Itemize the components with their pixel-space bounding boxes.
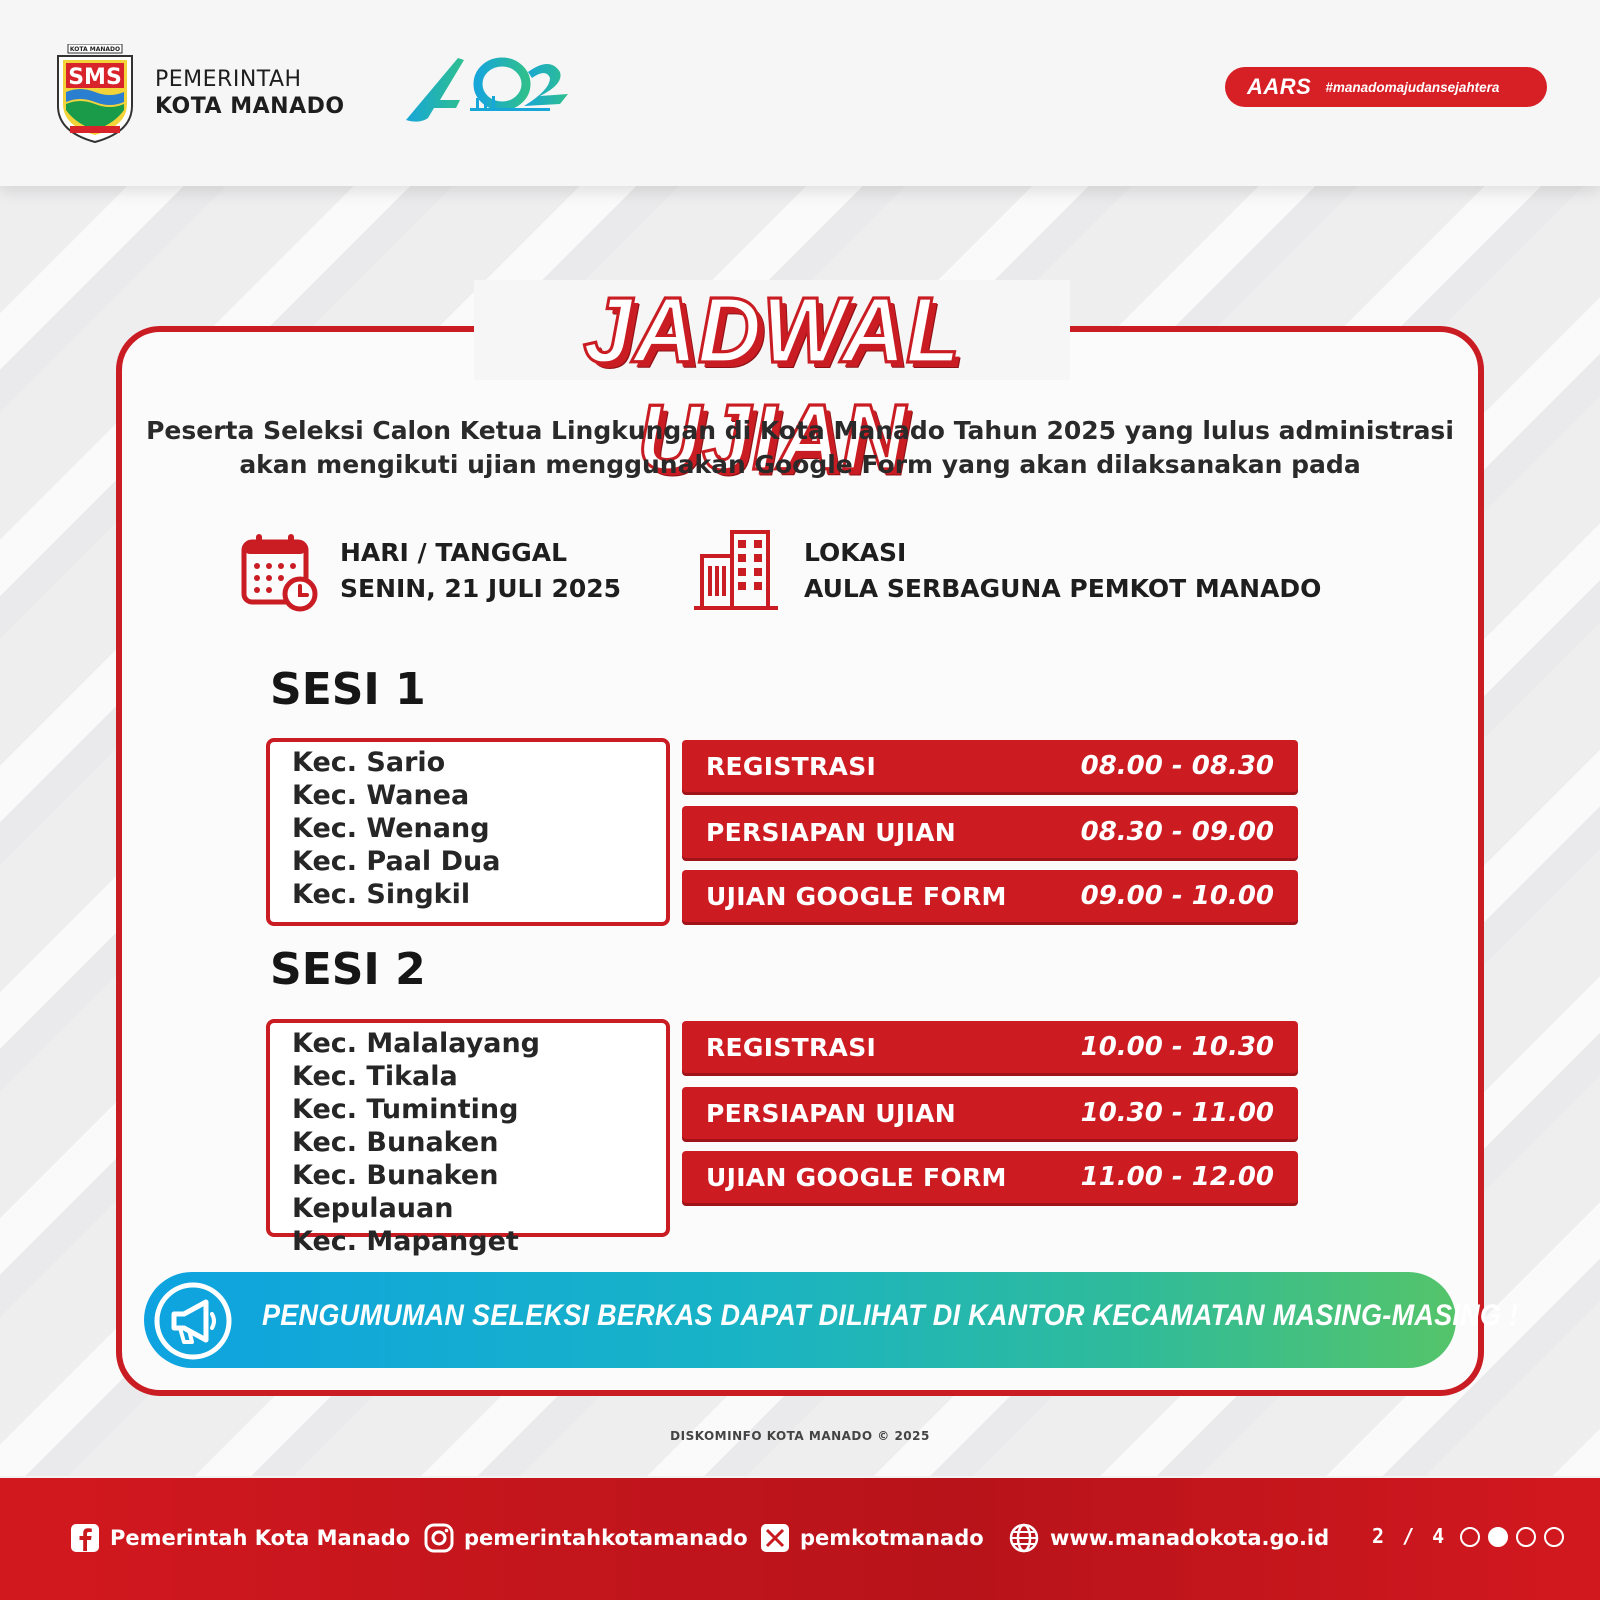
gov-line1: PEMERINTAH [155, 67, 302, 92]
activity-time: 10.30 - 11.00 [1080, 1098, 1274, 1128]
facebook-icon [70, 1523, 100, 1553]
announcement-text: PENGUMUMAN SELEKSI BERKAS DAPAT DILIHAT DI KANTOR KECAMATAN MASING-MASING ! [262, 1299, 1519, 1332]
district-item: Kec. Sario [292, 747, 446, 778]
aars-brand: AARS [1247, 74, 1312, 99]
svg-text:KOTA MANADO: KOTA MANADO [69, 46, 121, 53]
anniversary-402-logo [400, 50, 572, 130]
activity-time: 11.00 - 12.00 [1080, 1162, 1274, 1192]
session-2-schedule-row [682, 1087, 1298, 1139]
page-indicator: 2 / 4 [1372, 1524, 1448, 1548]
activity-name: REGISTRASI [706, 751, 877, 781]
page-dot-active[interactable] [1488, 1527, 1508, 1547]
footer-x-link[interactable] [760, 1518, 984, 1558]
activity-name: UJIAN GOOGLE FORM [706, 1162, 1007, 1192]
session-1-schedule-row [682, 870, 1298, 922]
district-item: Kec. Tikala [292, 1061, 458, 1092]
intro-text [140, 414, 1460, 482]
intro-line2: akan mengikuti ujian menggunakan Google Form yang akan dilaksanakan pada [239, 450, 1361, 479]
district-item: Kec. Bunaken Kepulauan [292, 1160, 499, 1224]
activity-name: UJIAN GOOGLE FORM [706, 881, 1007, 911]
aars-hashtag: #manadomajudansejahtera [1325, 79, 1500, 95]
district-item: Kec. Singkil [292, 879, 471, 910]
session-2-title: SESI 2 [270, 944, 426, 995]
session-1-district-list [266, 738, 670, 926]
page-dot[interactable] [1516, 1527, 1536, 1547]
page-title: JADWAL UJIAN [583, 277, 961, 489]
page-dot[interactable] [1544, 1527, 1564, 1547]
facebook-label: Pemerintah Kota Manado [110, 1526, 411, 1550]
date-label: HARI / TANGGAL [340, 538, 568, 567]
footer-facebook-link[interactable] [70, 1518, 410, 1558]
location-label: LOKASI [804, 538, 907, 567]
page-dot[interactable] [1460, 1527, 1480, 1547]
footer-website-link[interactable] [1008, 1518, 1329, 1558]
x-label: pemkotmanado [800, 1526, 984, 1550]
instagram-icon [424, 1523, 454, 1553]
kota-manado-crest-logo [54, 44, 136, 144]
district-item: Kec. Bunaken [292, 1127, 499, 1158]
activity-name: REGISTRASI [706, 1032, 877, 1062]
district-item: Kec. Paal Dua [292, 846, 501, 877]
activity-time: 08.00 - 08.30 [1080, 751, 1274, 781]
activity-time: 09.00 - 10.00 [1080, 881, 1274, 911]
date-value: SENIN, 21 JULI 2025 [340, 574, 622, 603]
gov-line2: KOTA MANADO [155, 94, 345, 119]
website-label: www.manadokota.go.id [1050, 1526, 1330, 1550]
session-1-schedule-row [682, 806, 1298, 858]
activity-name: PERSIAPAN UJIAN [706, 817, 956, 847]
calendar-clock-icon [240, 532, 320, 612]
district-item: Kec. Tuminting [292, 1094, 519, 1125]
district-item: Kec. Mapanget [292, 1226, 519, 1257]
session-1-schedule-row [682, 740, 1298, 792]
x-icon [760, 1523, 790, 1553]
activity-time: 08.30 - 09.00 [1080, 817, 1274, 847]
district-item: Kec. Wenang [292, 813, 490, 844]
svg-text:SMS: SMS [68, 65, 122, 90]
building-icon [692, 526, 780, 614]
session-1-title: SESI 1 [270, 664, 426, 715]
session-2-schedule-row [682, 1021, 1298, 1073]
instagram-label: pemerintahkotamanado [464, 1526, 748, 1550]
session-2-schedule-row [682, 1151, 1298, 1203]
activity-name: PERSIAPAN UJIAN [706, 1098, 956, 1128]
globe-icon [1008, 1522, 1040, 1554]
government-name [155, 66, 345, 120]
copyright-text: DISKOMINFO KOTA MANADO © 2025 [670, 1429, 930, 1443]
district-item: Kec. Wanea [292, 780, 470, 811]
megaphone-icon [152, 1280, 234, 1362]
page-dots [1460, 1527, 1564, 1547]
aars-hashtag-badge [1225, 67, 1547, 107]
location-value: AULA SERBAGUNA PEMKOT MANADO [804, 574, 1322, 603]
activity-time: 10.00 - 10.30 [1080, 1032, 1274, 1062]
footer-instagram-link[interactable] [424, 1518, 748, 1558]
intro-line1: Peserta Seleksi Calon Ketua Lingkungan di Kota Manado Tahun 2025 yang lulus administrasi [146, 416, 1454, 445]
district-item: Kec. Malalayang [292, 1028, 540, 1059]
session-2-district-list [266, 1019, 670, 1257]
